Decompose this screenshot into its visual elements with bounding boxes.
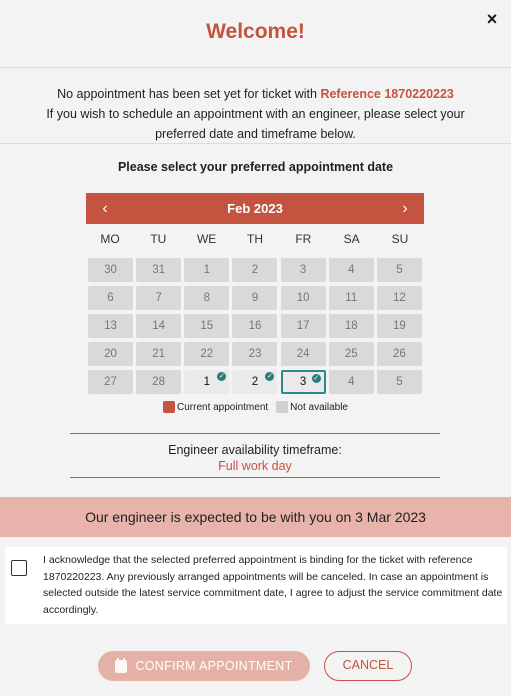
weekday-label: TU (150, 232, 167, 246)
calendar-day-unavailable: 11 (329, 286, 374, 310)
calendar-day-unavailable: 17 (281, 314, 326, 338)
check-icon: ✓ (313, 375, 320, 382)
check-icon: ✓ (267, 373, 273, 380)
intro-text (0, 68, 511, 144)
calendar-day-unavailable: 10 (281, 286, 326, 310)
calendar-day-unavailable: 16 (232, 314, 277, 338)
calendar-day-unavailable: 14 (136, 314, 181, 338)
month-label: Feb 2023 (227, 201, 283, 216)
calendar (86, 193, 424, 398)
modal-title: Welcome! (206, 20, 305, 43)
calendar-day-unavailable: 13 (88, 314, 133, 338)
weekday-label: SA (343, 232, 360, 246)
calendar-day-unavailable: 27 (88, 370, 133, 394)
calendar-icon (115, 660, 127, 673)
calendar-week (86, 286, 424, 310)
calendar-day-unavailable: 1 (184, 258, 229, 282)
current-appointment-swatch (163, 401, 175, 413)
calendar-day-unavailable: 2 (232, 258, 277, 282)
calendar-day-unavailable: 28 (136, 370, 181, 394)
calendar-day-unavailable: 7 (136, 286, 181, 310)
calendar-day-unavailable: 20 (88, 342, 133, 366)
date-heading: Please select your preferred appointment date (117, 160, 394, 174)
availability-value: Full work day (218, 459, 292, 473)
calendar-day-unavailable: 9 (232, 286, 277, 310)
calendar-legend (0, 401, 511, 413)
availability-label: Engineer availability timeframe: (168, 443, 342, 457)
weekday-label: FR (295, 232, 312, 246)
acknowledge-text: I acknowledge that the selected preferred appointment is binding for the ticket with reference 1870220223. Any previously arranged appointments will be canceled. In case an appointment is selected outside the latest service commitment date, I agree to adjust the service commitment date accordingly. (43, 554, 503, 616)
prev-month-icon[interactable]: ‹ (102, 199, 108, 217)
calendar-day-unavailable: 5 (377, 258, 422, 282)
calendar-week (86, 314, 424, 338)
availability-timeframe (70, 433, 440, 478)
calendar-week (86, 342, 424, 366)
calendar-day-unavailable: 15 (184, 314, 229, 338)
calendar-day-selected[interactable] (281, 370, 326, 394)
calendar-day-unavailable: 3 (281, 258, 326, 282)
weekday-label: SU (391, 232, 409, 246)
acknowledge-checkbox[interactable] (11, 560, 27, 576)
calendar-day-available[interactable] (184, 370, 229, 394)
calendar-day-unavailable: 31 (136, 258, 181, 282)
calendar-day-unavailable: 6 (88, 286, 133, 310)
cancel-button[interactable]: CANCEL (324, 651, 412, 681)
ticket-reference: Reference 1870220223 (320, 87, 454, 101)
intro-prefix: No appointment has been set yet for ticket with (57, 87, 321, 101)
intro-line-1 (0, 84, 511, 104)
calendar-grid (86, 258, 424, 394)
check-icon: ✓ (218, 373, 225, 380)
modal-header (0, 0, 511, 68)
calendar-header (86, 193, 424, 224)
action-bar (0, 651, 511, 681)
calendar-day-unavailable: 4 (329, 258, 374, 282)
acknowledge-section (5, 547, 507, 624)
weekday-label: WE (196, 232, 217, 246)
not-available-swatch (276, 401, 288, 413)
calendar-week (86, 370, 424, 394)
day-number: 3 (299, 376, 307, 388)
confirm-appointment-button[interactable] (98, 651, 310, 681)
next-month-icon[interactable]: › (402, 199, 408, 217)
calendar-day-unavailable: 21 (136, 342, 181, 366)
intro-line-2: If you wish to schedule an appointment with an engineer, please select your (46, 107, 465, 121)
day-number: 1 (203, 376, 211, 388)
calendar-day-unavailable: 24 (281, 342, 326, 366)
close-icon[interactable]: × (486, 9, 498, 29)
legend-unavailable-label: Not available (290, 401, 348, 413)
expected-date-banner: Our engineer is expected to be with you on 3 Mar 2023 (0, 497, 511, 537)
calendar-day-unavailable: 22 (184, 342, 229, 366)
calendar-day-unavailable: 19 (377, 314, 422, 338)
day-number: 2 (251, 376, 259, 388)
confirm-label: CONFIRM APPOINTMENT (135, 659, 293, 673)
calendar-day-available[interactable] (232, 370, 277, 394)
calendar-day-unavailable: 25 (329, 342, 374, 366)
legend-current-label: Current appointment (177, 401, 269, 413)
calendar-day-unavailable: 5 (377, 370, 422, 394)
calendar-day-unavailable: 30 (88, 258, 133, 282)
calendar-day-unavailable: 23 (232, 342, 277, 366)
calendar-day-unavailable: 8 (184, 286, 229, 310)
calendar-day-unavailable: 12 (377, 286, 422, 310)
calendar-day-unavailable: 18 (329, 314, 374, 338)
calendar-day-unavailable: 26 (377, 342, 422, 366)
calendar-day-unavailable: 4 (329, 370, 374, 394)
calendar-week (86, 258, 424, 282)
weekday-label: MO (100, 232, 120, 246)
weekday-label: TH (246, 232, 263, 246)
weekday-header (86, 232, 424, 248)
intro-line-3: preferred date and timeframe below. (155, 127, 356, 141)
